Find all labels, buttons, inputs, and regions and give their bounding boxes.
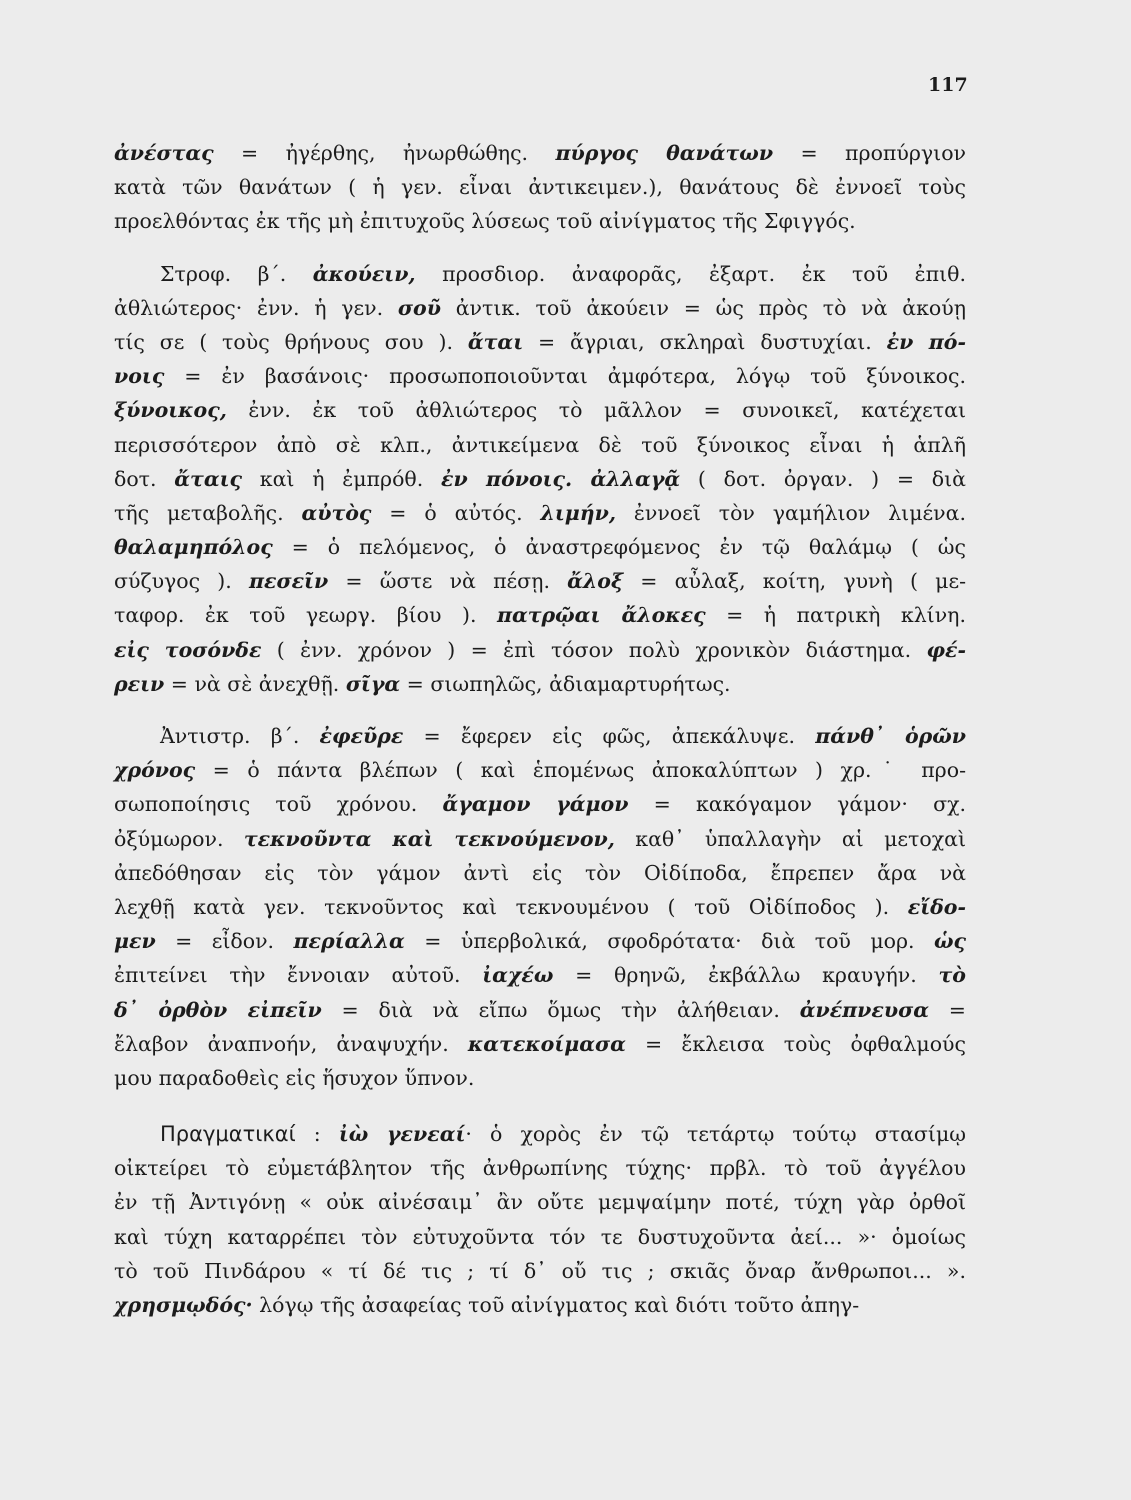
lemma-term: χρησμῳδός· xyxy=(114,1293,253,1317)
gloss-text: καθ᾽ ὑπαλλαγὴν αἱ μετοχαὶ xyxy=(614,826,967,851)
lemma-term: τὸ xyxy=(938,963,966,988)
paragraph-p2 xyxy=(114,257,966,701)
paragraph-p3 xyxy=(114,719,966,1095)
gloss-text: δοτ. xyxy=(114,466,175,491)
gloss-text: σύζυγος ). xyxy=(114,569,249,594)
lemma-term: πεσεῖν xyxy=(249,569,329,594)
text-line xyxy=(114,890,966,924)
lemma-term: ἀκούειν, xyxy=(312,261,416,286)
lemma-term: ἐφεῦρε xyxy=(319,724,404,748)
text-line xyxy=(114,633,966,667)
lemma-term: πατρῷαι ἄλοκες xyxy=(496,603,706,628)
lemma-term: φέ- xyxy=(926,637,966,662)
gloss-text: καὶ τύχη καταρρέπει τὸν εὐτυχοῦντα τόν τε δυστυχοῦντα ἀεί... »· ὁμοίως xyxy=(114,1224,966,1249)
gloss-text: ἐπιτείνει τὴν ἔννοιαν αὐτοῦ. xyxy=(114,963,483,988)
lemma-term: μεν xyxy=(114,929,156,954)
lemma-term: ρειν xyxy=(114,671,165,696)
gloss-text: = σιωπηλῶς, ἀδιαμαρτυρήτως. xyxy=(400,671,731,696)
lemma-term: ἰαχέω xyxy=(482,963,554,988)
gloss-text: προελθόντας ἐκ τῆς μὴ ἐπιτυχοῦς λύσεως τοῦ αἰνίγματος τῆς Σφιγγός. xyxy=(114,209,856,234)
paragraph-p4 xyxy=(114,1117,966,1322)
lemma-term: πύργος θανάτων xyxy=(555,141,774,165)
lemma-term: νοις xyxy=(114,364,165,389)
gloss-text: = ἡ πατρικὴ κλίνη. xyxy=(705,603,966,628)
gloss-text: = νὰ σὲ ἀνεχθῇ. xyxy=(164,671,346,696)
gloss-text: ( δοτ. ὀργαν. ) = διὰ xyxy=(680,466,966,491)
section-heading: Πραγματικαί xyxy=(160,1122,296,1147)
paragraph-gap xyxy=(114,239,966,257)
gloss-text: ἀθλιώτερος· ἐνν. ἡ γεν. xyxy=(114,295,398,320)
lemma-term: ἄταις xyxy=(174,466,243,491)
gloss-text: λόγῳ τῆς ἀσαφείας τοῦ αἰνίγματος καὶ διότι τοῦτο ἀπηγ- xyxy=(252,1293,860,1317)
lemma-term: ὡς xyxy=(933,929,966,954)
lemma-term: τεκνοῦντα καὶ τεκνούμενον, xyxy=(243,826,615,851)
gloss-text: = xyxy=(928,997,966,1022)
text-line xyxy=(114,325,966,359)
text-line xyxy=(114,1254,966,1288)
lemma-term: ἀνέπνευσα xyxy=(799,997,929,1022)
gloss-text: λεχθῇ κατὰ γεν. τεκνοῦντος καὶ τεκνουμένου ( τοῦ Οἰδίποδος ). xyxy=(114,894,908,919)
text-line xyxy=(114,1117,966,1151)
gloss-text: ἀντικ. τοῦ ἀκούειν = ὡς πρὸς τὸ νὰ ἀκούῃ xyxy=(440,295,966,320)
gloss-text: = ὑπερβολικά, σφοδρότατα· διὰ τοῦ μορ. xyxy=(404,929,934,954)
text-line xyxy=(114,667,966,701)
lemma-term: ἐν πό- xyxy=(886,329,966,354)
gloss-text: ἔλαβον ἀναπνοήν, ἀναψυχήν. xyxy=(114,1031,468,1056)
gloss-text: οἰκτείρει τὸ εὐμετάβλητον τῆς ἀνθρωπίνης τύχης· πρβλ. τὸ τοῦ ἀγγέλου xyxy=(114,1156,966,1181)
text-line xyxy=(114,924,966,958)
gloss-text: ( ἐνν. χρόνον ) = ἐπὶ τόσον πολὺ χρονικὸν διάστημα. xyxy=(261,637,927,662)
text-line xyxy=(114,1027,966,1061)
paragraph-p1 xyxy=(114,136,966,239)
text-line xyxy=(114,719,966,753)
lemma-term: σοῦ xyxy=(397,295,441,320)
gloss-text: ἐννοεῖ τὸν γαμήλιον λιμένα. xyxy=(616,500,966,525)
gloss-text: σωποποίησις τοῦ χρόνου. xyxy=(114,792,443,817)
lemma-term: λιμήν, xyxy=(540,500,617,525)
lemma-term: περίαλλα xyxy=(293,929,405,954)
text-line xyxy=(114,530,966,564)
lemma-term: ἐν πόνοις. ἀλλαγᾷ xyxy=(441,466,681,491)
gloss-text: = ὁ αὐτός. xyxy=(371,500,541,525)
gloss-text: ἐνν. ἐκ τοῦ ἀθλιώτερος τὸ μᾶλλον = συνοικεῖ, κατέχεται xyxy=(226,398,966,423)
text-line xyxy=(114,496,966,530)
gloss-text: = ὁ πελόμενος, ὁ ἀναστρεφόμενος ἐν τῷ θαλάμῳ ( ὡς xyxy=(272,535,966,560)
lemma-term: θαλαμηπόλος xyxy=(114,535,273,560)
gloss-text: ἀπεδόθησαν εἰς τὸν γάμον ἀντὶ εἰς τὸν Οἰδίποδα, ἔπρεπεν ἄρα νὰ xyxy=(114,860,966,885)
lemma-term: ἄγαμον γάμον xyxy=(442,792,629,817)
text-line xyxy=(114,291,966,325)
text-line xyxy=(114,564,966,598)
lemma-term: ἄλοξ xyxy=(567,569,624,594)
lemma-term: δ᾽ ὀρθὸν εἰπεῖν xyxy=(114,997,322,1022)
lemma-term: ξύνοικος, xyxy=(114,398,227,423)
gloss-text: = ὁ πάντα βλέπων ( καὶ ἑπομένως ἀποκαλύπτων ) χρ.˙ προ- xyxy=(195,758,966,783)
gloss-text: = προπύργιον xyxy=(773,141,967,165)
text-line xyxy=(114,170,966,204)
text-line xyxy=(114,787,966,821)
text-line xyxy=(114,958,966,992)
gloss-text: καὶ ἡ ἐμπρόθ. xyxy=(242,466,442,491)
lemma-term: χρόνος xyxy=(114,758,196,783)
gloss-text: = εἶδον. xyxy=(155,929,294,954)
text-line xyxy=(114,257,966,291)
text-line xyxy=(114,428,966,462)
gloss-text: τῆς μεταβολῆς. xyxy=(114,500,302,525)
gloss-text: = θρηνῶ, ἐκβάλλω κραυγήν. xyxy=(553,963,939,988)
text-line xyxy=(114,1061,966,1095)
gloss-text: τὸ τοῦ Πινδάρου « τί δέ τις ; τί δ᾽ οὔ τις ; σκιᾶς ὄναρ ἄνθρωποι... ». xyxy=(114,1258,966,1283)
lemma-term: αὐτὸς xyxy=(301,500,372,525)
text-line xyxy=(114,1151,966,1185)
text-line xyxy=(114,1185,966,1219)
gloss-text: = ἐν βασάνοις· προσωποποιοῦνται ἀμφότερα, λόγῳ τοῦ ξύνοικος. xyxy=(164,364,966,389)
commentary-text xyxy=(114,136,966,1322)
gloss-text: περισσότερον ἀπὸ σὲ κλπ., ἀντικείμενα δὲ τοῦ ξύνοικος εἶναι ἡ ἁπλῆ xyxy=(114,432,966,457)
gloss-text: = αὖλαξ, κοίτη, γυνὴ ( με- xyxy=(623,569,967,594)
gloss-text: · ὁ χορὸς ἐν τῷ τετάρτῳ τούτῳ στασίμῳ xyxy=(465,1122,966,1147)
gloss-text: κατὰ τῶν θανάτων ( ἡ γεν. εἶναι ἀντικειμεν.), θανάτους δὲ ἐννοεῖ τοὺς xyxy=(114,175,966,200)
gloss-text: μου παραδοθεὶς εἰς ἥσυχον ὕπνον. xyxy=(114,1065,475,1090)
gloss-text: = κακόγαμον γάμον· σχ. xyxy=(628,792,967,817)
text-line xyxy=(114,753,966,787)
text-line xyxy=(114,462,966,496)
gloss-text: ἐν τῇ Ἀντιγόνῃ « οὐκ αἰνέσαιμ᾽ ἂν οὔτε μεμψαίμην ποτέ, τύχη γὰρ ὀρθοῖ xyxy=(114,1190,966,1215)
text-line xyxy=(114,393,966,427)
text-line xyxy=(114,993,966,1027)
text-line xyxy=(114,136,966,170)
gloss-text: προσδιορ. ἀναφορᾶς, ἐξαρτ. ἐκ τοῦ ἐπιθ. xyxy=(415,261,966,286)
text-line xyxy=(114,204,966,238)
lemma-term: ἰὼ γενεαί xyxy=(338,1122,466,1147)
gloss-text: = ἠγέρθης, ἠνωρθώθης. xyxy=(213,141,556,165)
gloss-text: = ὥστε νὰ πέσῃ. xyxy=(328,569,568,594)
gloss-text: Στροφ. β΄. xyxy=(160,261,313,286)
lemma-term: ἀνέστας xyxy=(114,141,214,165)
gloss-text: Ἀντιστρ. β΄. xyxy=(160,724,320,748)
gloss-text: τίς σε ( τοὺς θρήνους σου ). xyxy=(114,329,468,354)
gloss-text: = ἔκλεισα τοὺς ὀφθαλμούς xyxy=(625,1031,966,1056)
gloss-text: = διὰ νὰ εἴπω ὅμως τὴν ἀλήθειαν. xyxy=(321,997,800,1022)
paragraph-gap xyxy=(114,701,966,719)
gloss-text: = ἄγριαι, σκληραὶ δυστυχίαι. xyxy=(523,329,887,354)
lemma-term: κατεκοίμασα xyxy=(467,1031,626,1056)
page-number: 117 xyxy=(928,74,968,96)
text-line xyxy=(114,1220,966,1254)
gloss-text: ταφορ. ἐκ τοῦ γεωργ. βίου ). xyxy=(114,603,497,628)
lemma-term: πάνθ᾽ ὁρῶν xyxy=(815,724,967,748)
text-line xyxy=(114,598,966,632)
lemma-term: εἰς τοσόνδε xyxy=(114,637,262,662)
lemma-term: σῖγα xyxy=(345,671,401,696)
lemma-term: εἴδο- xyxy=(907,894,966,919)
text-line xyxy=(114,856,966,890)
paragraph-gap xyxy=(114,1095,966,1117)
text-line xyxy=(114,1288,966,1322)
gloss-text: = ἔφερεν εἰς φῶς, ἀπεκάλυψε. xyxy=(403,724,816,748)
text-line xyxy=(114,822,966,856)
gloss-text: : xyxy=(295,1122,339,1147)
gloss-text: ὀξύμωρον. xyxy=(114,826,244,851)
lemma-term: ἄται xyxy=(467,329,524,354)
text-line xyxy=(114,359,966,393)
